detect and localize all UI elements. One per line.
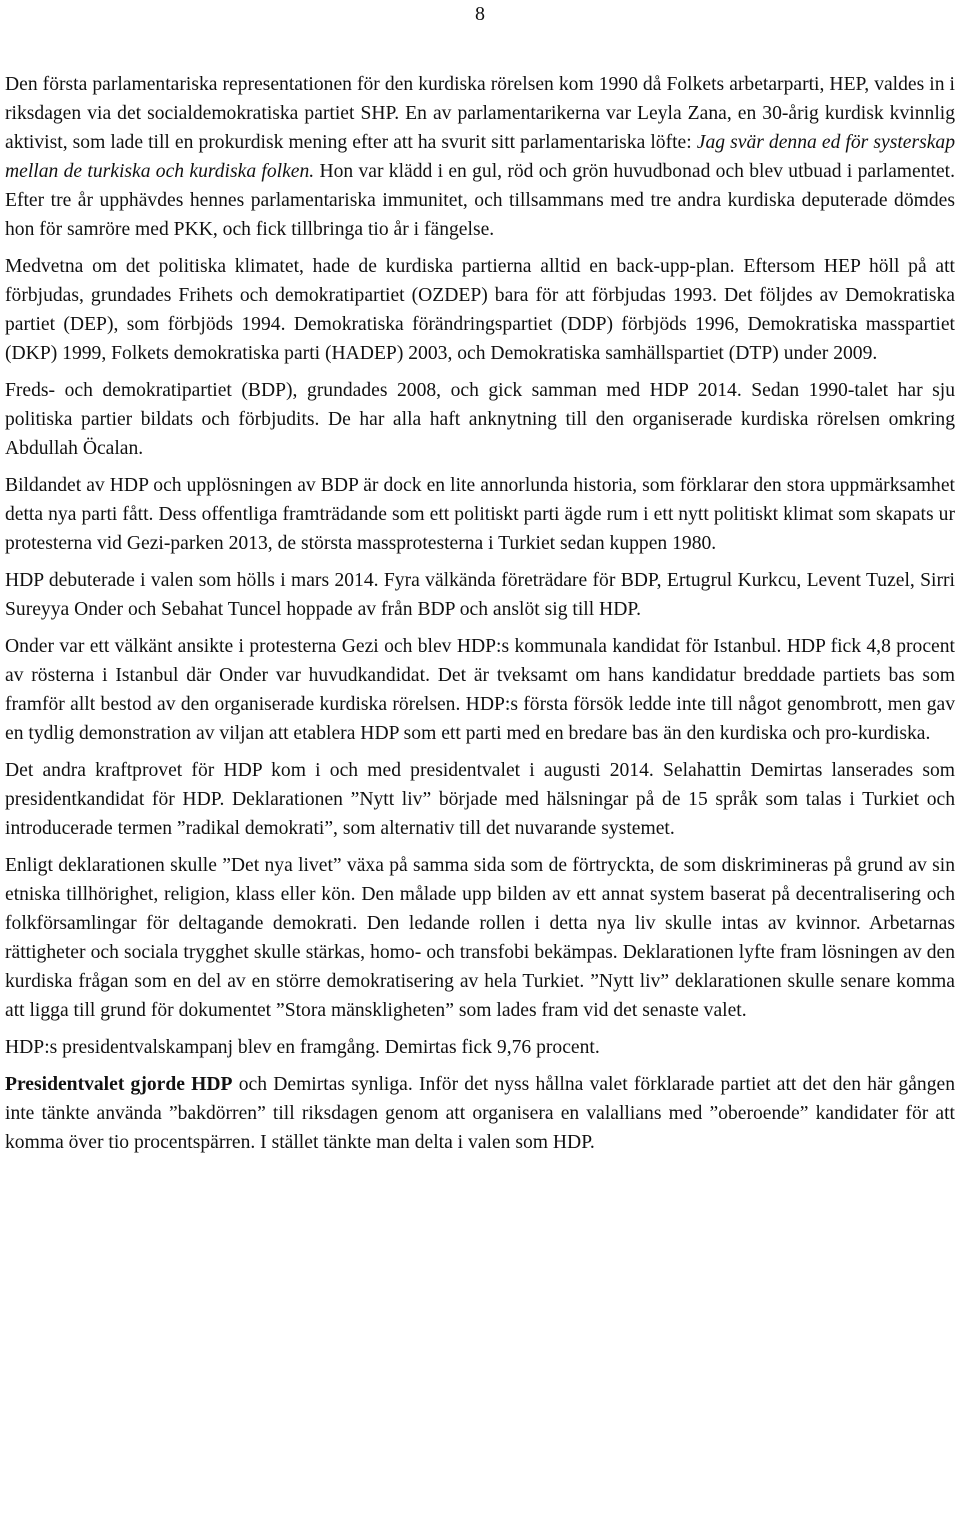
page-number: 8 (475, 3, 485, 25)
paragraph-6: Onder var ett välkänt ansikte i protesterna Gezi och blev HDP:s kommunala kandidat för Istanbul. HDP fick 4,8 procent av rösterna i Istanbul där Onder var huvudkandidat. Det är tveksamt om hans kandidatur breddade partiets bas som framför allt bestod av den organiserade kurdiska rörelsen. HDP:s första försök ledde inte till något genombrott, men gav en tydlig demonstration av viljan att etablera HDP som ett parti med en bredare bas än den kurdiska och pro-kurdiska. (5, 636, 955, 744)
paragraph-4: Bildandet av HDP och upplösningen av BDP är dock en lite annorlunda historia, som förklarar den stora uppmärksamhet detta nya parti fått. Dess offentliga framträdande som ett politiskt parti ägde rum i ett nytt politiskt klimat som skapats ur protesterna vid Gezi-parken 2013, de största massprotesterna i Turkiet sedan kuppen 1980. (5, 475, 955, 554)
paragraph-5: HDP debuterade i valen som hölls i mars 2014. Fyra välkända företrädare för BDP, Ertugrul Kurkcu, Levent Tuzel, Sirri Sureyya Onder och Sebahat Tuncel hoppade av från BDP och anslöt sig till HDP. (5, 570, 955, 620)
paragraph-10 (5, 1070, 955, 1157)
paragraph-3: Freds- och demokratipartiet (BDP), grundades 2008, och gick samman med HDP 2014. Sedan 1990-talet har sju politiska partier bildats och förbjudits. De har alla haft anknytning till den organiserade kurdiska rörelsen omkring Abdullah Öcalan. (5, 380, 955, 459)
paragraph-1 (5, 70, 955, 244)
paragraph-8: Enligt deklarationen skulle ”Det nya livet” växa på samma sida som de förtryckta, de som diskrimineras på grund av sin etniska tillhörighet, religion, klass eller kön. Den målade upp bilden av ett annat system baserat på decentralisering och folkförsamlingar för deltagande demokrati. Den ledande rollen i detta nya liv skulle intas av kvinnor. Arbetarnas rättigheter och sociala trygghet skulle stärkas, homo- och transfobi bekämpas. Deklarationen lyfte fram lösningen av den kurdiska frågan som en del av en större demokratisering av hela Turkiet. ”Nytt liv” deklarationen skulle senare komma att ligga till grund för dokumentet ”Stora mänskligheten” som lades fram vid det senaste valet. (5, 855, 955, 1021)
paragraph-1-text-c: Hon var klädd i en gul, röd och grön huvudbonad och blev utbuad i parlamentet. Efter tre år upphävdes hennes parlamentariska immunitet, och tillsammans med tre andra kurdiska deputerade dömdes hon för samröre med PKK, och fick tillbringa tio år i fängelse. (5, 161, 955, 240)
paragraph-9: HDP:s presidentvalskampanj blev en framgång. Demirtas fick 9,76 procent. (5, 1037, 600, 1058)
paragraph-7: Det andra kraftprovet för HDP kom i och med presidentvalet i augusti 2014. Selahattin Demirtas lanserades som presidentkandidat för HDP. Deklarationen ”Nytt liv” började med hälsningar på de 15 språk som talas i Turkiet och introducerade termen ”radikal demokrati”, som alternativ till det nuvarande systemet. (5, 760, 955, 839)
document-body (5, 70, 955, 1165)
paragraph-1-text-a: Den första parlamentariska representationen för den kurdiska rörelsen kom 1990 då Folkets arbetarparti, HEP, valdes in i riksdagen via det socialdemokratiska partiet SHP. En av parlamentarikerna var Leyla Zana, en 30-årig kurdisk kvinnlig aktivist, som lade till en prokurdisk mening efter att ha svurit sitt parlamentariska löfte: (5, 74, 955, 153)
paragraph-1-quote: Jag svär denna ed för systerskap mellan de turkiska och kurdiska folken. (5, 132, 955, 182)
paragraph-2: Medvetna om det politiska klimatet, hade de kurdiska partierna alltid en back-upp-plan. Eftersom HEP höll på att förbjudas, grundades Frihets och demokratipartiet (OZDEP) bara för att förbjudas 1993. Det följdes av Demokratiska partiet (DEP), som förbjöds 1994. Demokratiska förändringspartiet (DDP) förbjöds 1996, Demokratiska masspartiet (DKP) 1999, Folkets demokratiska parti (HADEP) 2003, och Demokratiska samhällspartiet (DTP) under 2009. (5, 256, 955, 364)
paragraph-10-text: och Demirtas synliga. Inför det nyss hållna valet förklarade partiet att det den här gången inte tänkte använda ”bakdörren” till riksdagen genom att organisera en valallians med ”oberoende” kandidater för att komma över tio procentspärren. I stället tänkte man delta i valen som HDP. (5, 1074, 955, 1153)
paragraph-10-bold-lead: Presidentvalet gjorde HDP (5, 1074, 233, 1095)
